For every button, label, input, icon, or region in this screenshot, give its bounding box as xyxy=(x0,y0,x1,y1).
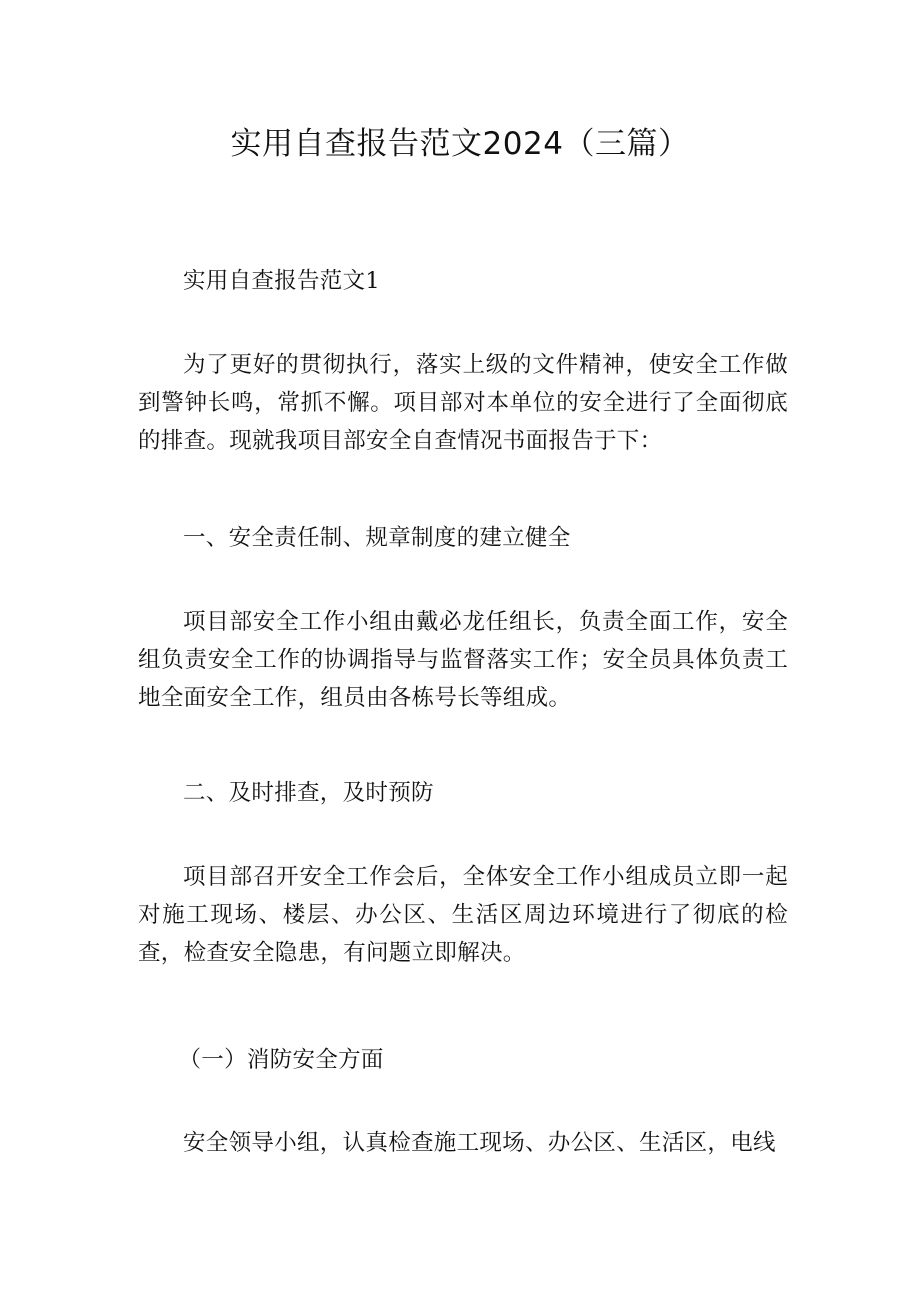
body-paragraph-intro: 为了更好的贯彻执行，落实上级的文件精神，使安全工作做到警钟长鸣，常抓不懈。项目部对本单位的安全进行了全面彻底的排查。现就我项目部安全自查情况书面报告于下： xyxy=(138,352,788,454)
body-paragraph-fire-safety: 安全领导小组，认真检查施工现场、办公区、生活区，电线 xyxy=(183,1130,776,1156)
section-heading-report-1: 实用自查报告范文1 xyxy=(183,268,381,294)
document-title: 实用自查报告范文2024（三篇） xyxy=(230,126,690,162)
section-heading-responsibility: 一、安全责任制、规章制度的建立健全 xyxy=(183,525,571,551)
body-paragraph-team: 项目部安全工作小组由戴必龙任组长，负责全面工作，安全组负责安全工作的协调指导与监督落实工作；安全员具体负责工地全面安全工作，组员由各栋号长等组成。 xyxy=(138,609,788,711)
section-heading-inspection: 二、及时排查，及时预防 xyxy=(183,780,434,806)
body-paragraph-inspection: 项目部召开安全工作会后，全体安全工作小组成员立即一起对施工现场、楼层、办公区、生活区周边环境进行了彻底的检查，检查安全隐患，有问题立即解决。 xyxy=(138,864,788,966)
subsection-heading-fire-safety: （一）消防安全方面 xyxy=(178,1047,384,1073)
